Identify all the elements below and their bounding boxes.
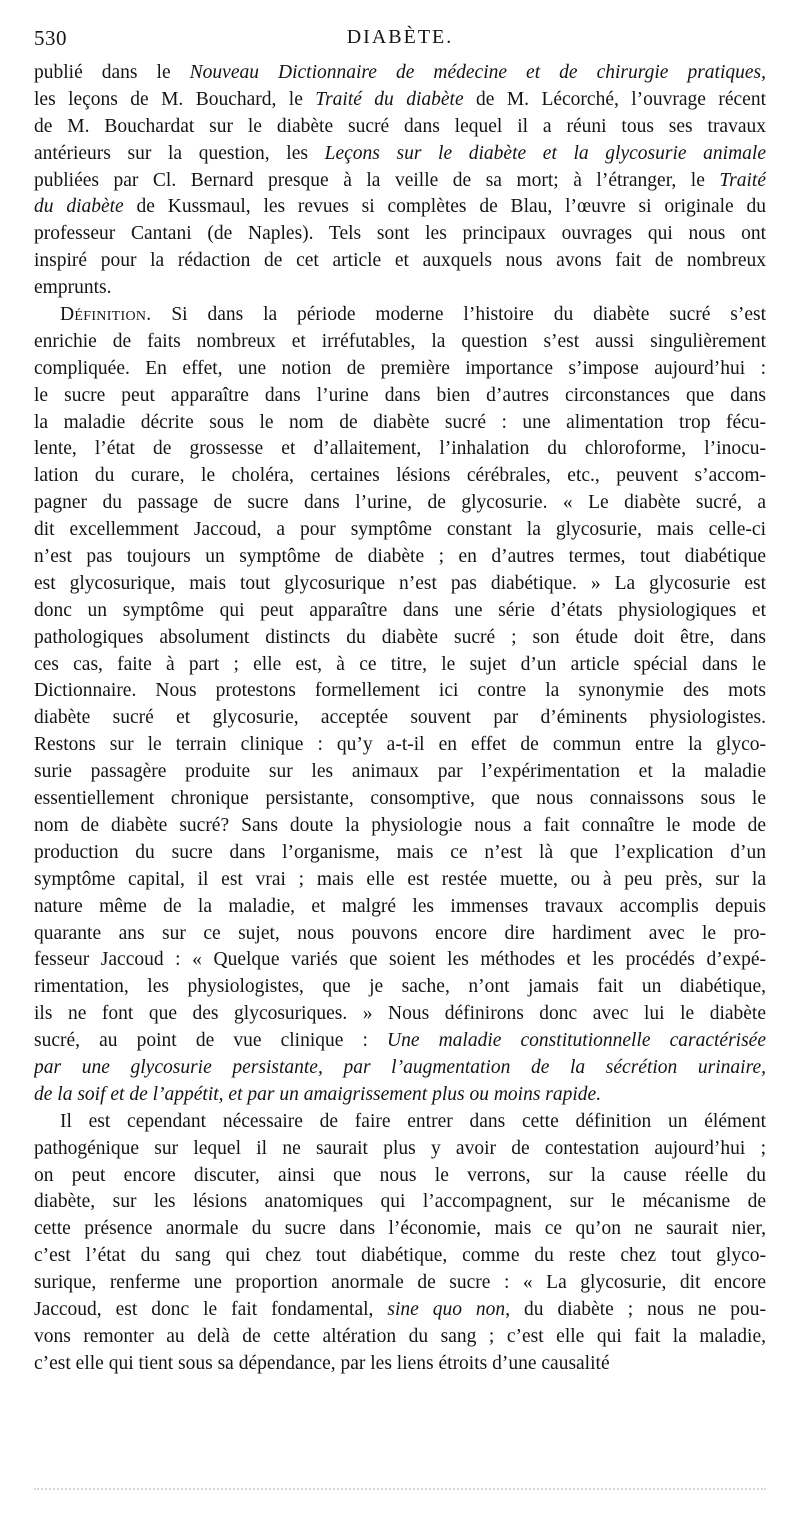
text-line [34, 678, 766, 705]
text-run: diabète, sur les lésions anatomiques qui l’accompagnent, sur le mécanisme de [34, 1191, 766, 1213]
text-run: la maladie décrite sous le nom de diabète sucré : une alimentation trop fécu- [34, 411, 766, 433]
text-run: lente, l’état de grossesse et d’allaitement, l’inhalation du chloroforme, l’inocu- [34, 438, 766, 460]
text-line [34, 1082, 766, 1109]
text-run: antérieurs sur la question, les [34, 142, 325, 164]
text-run: fesseur Jaccoud : « Quelque variés que soient les méthodes et les procédés d’expé- [34, 949, 766, 971]
text-line [34, 652, 766, 679]
text-run: de Kussmaul, les revues si complètes de Blau, l’œuvre si originale du [123, 196, 766, 218]
text-line [34, 1163, 766, 1190]
text-line [34, 141, 766, 168]
text-run: n’est pas toujours un symptôme de diabète ; en d’autres termes, tout diabétique [34, 546, 766, 568]
text-run: production du sucre dans l’organisme, mais ce n’est là que l’explication d’un [34, 841, 766, 863]
text-line [34, 194, 766, 221]
text-line [34, 168, 766, 195]
text-line [34, 840, 766, 867]
text-line [34, 974, 766, 1001]
text-line [34, 1243, 766, 1270]
page-header [34, 26, 766, 56]
text-run: les leçons de M. Bouchard, le [34, 88, 316, 110]
italic-run: Traité [719, 169, 766, 191]
text-line [34, 947, 766, 974]
text-line [34, 275, 766, 302]
text-run: rimentation, les physiologistes, que je sache, n’ont jamais fait un diabétique, [34, 976, 766, 998]
running-title: DIABÈTE. [346, 26, 454, 48]
text-line [34, 1351, 766, 1378]
text-run: quarante ans sur ce sujet, nous pouvons encore dire hardiment avec le pro- [34, 922, 766, 944]
body-text [34, 60, 766, 1378]
text-run: professeur Cantani (de Naples). Tels sont les principaux ouvrages qui nous ont [34, 223, 766, 245]
text-run: c’est l’état du sang qui chez tout diabétique, comme du reste chez tout glyco- [34, 1245, 766, 1267]
text-run: le sucre peut apparaître dans l’urine dans bien d’autres circonstances que dans [34, 384, 766, 406]
text-line [34, 356, 766, 383]
text-line [34, 625, 766, 652]
text-run: dit excellemment Jaccoud, a pour symptôme constant la glycosurie, mais celle-ci [34, 519, 766, 541]
text-run: emprunts. [34, 277, 112, 299]
text-run: Dictionnaire. Nous protestons formellement ici contre la synonymie des mots [34, 680, 766, 702]
text-run: symptôme capital, il est vrai ; mais elle est restée muette, ou à peu près, sur la [34, 868, 766, 890]
text-run: , [761, 62, 766, 83]
text-line [34, 786, 766, 813]
text-line [34, 490, 766, 517]
text-run: surie passagère produite sur les animaux par l’expérimentation et la maladie [34, 761, 766, 783]
text-run: vons remonter au delà de cette altération du sang ; c’est elle qui fait la maladie, [34, 1325, 766, 1347]
text-line [34, 813, 766, 840]
text-line [34, 114, 766, 141]
text-run: de M. Lécorché, l’ouvrage récent [463, 88, 766, 110]
text-line [34, 1001, 766, 1028]
italic-run: de la soif et de l’appétit, et par un amaigrissement plus ou moins rapide. [34, 1083, 602, 1105]
text-line [34, 1055, 766, 1082]
text-run: lation du curare, le choléra, certaines lésions cérébrales, etc., peuvent s’accom- [34, 465, 766, 487]
italic-run: sine quo non [387, 1298, 506, 1320]
italic-run: du diabète [34, 196, 124, 218]
text-run: diabète sucré et glycosurie, acceptée souvent par d’éminents physiologistes. [34, 707, 766, 729]
italic-run: par une glycosurie persistante, par l’augmentation de la sécrétion urinaire, [34, 1056, 766, 1078]
page-number: 530 [34, 26, 67, 50]
text-run: enrichie de faits nombreux et irréfutables, la question s’est aussi singulièrement [34, 330, 766, 352]
text-run: , du diabète ; nous ne pou- [505, 1298, 766, 1320]
text-line [34, 732, 766, 759]
italic-run: Une maladie constitutionnelle caractérisée [387, 1030, 766, 1052]
text-run: Jaccoud, est donc le fait fondamental, [34, 1298, 388, 1320]
text-run: Il est cependant nécessaire de faire entrer dans cette définition un élément [60, 1110, 766, 1132]
text-run: pagner du passage de sucre dans l’urine, de glycosurie. « Le diabète sucré, a [34, 492, 766, 514]
text-run: nature même de la maladie, et malgré les immenses travaux accomplis depuis [34, 895, 766, 917]
text-line [34, 1189, 766, 1216]
text-line [34, 1136, 766, 1163]
section-heading: Définition. [60, 304, 152, 326]
text-line [34, 1270, 766, 1297]
text-run: publié dans le [34, 62, 190, 83]
text-run: compliquée. En effet, une notion de première importance s’impose aujourd’hui : [34, 357, 766, 379]
italic-run: Traité du diabète [315, 88, 464, 110]
text-line [34, 463, 766, 490]
text-line [34, 1109, 766, 1136]
text-run: cette présence anormale du sucre dans l’économie, mais ce qu’on ne saurait nier, [34, 1218, 766, 1240]
text-line [34, 302, 766, 329]
text-run: Si dans la période moderne l’histoire du diabète sucré s’est [151, 304, 766, 326]
text-run: surique, renferme une proportion anormale de sucre : « La glycosurie, dit encore [34, 1272, 766, 1294]
text-run: est glycosurique, mais tout glycosurique n’est pas diabétique. » La glycosurie est [34, 572, 766, 594]
text-line [34, 759, 766, 786]
text-run: sucré, au point de vue clinique : [34, 1030, 388, 1052]
text-line [34, 87, 766, 114]
text-line [34, 248, 766, 275]
text-line [34, 867, 766, 894]
text-run: publiées par Cl. Bernard presque à la veille de sa mort; à l’étranger, le [34, 169, 720, 191]
text-line [34, 1324, 766, 1351]
text-line [34, 1297, 766, 1324]
text-line [34, 60, 766, 87]
italic-run: Nouveau Dictionnaire de médecine et de chirurgie pratiques [189, 62, 762, 83]
text-run: donc un symptôme qui peut apparaître dans une série d’états physiologiques et [34, 599, 766, 621]
text-run: on peut encore discuter, ainsi que nous le verrons, sur la cause réelle du [34, 1164, 766, 1186]
text-run: ces cas, faite à part ; elle est, à ce titre, le sujet d’un article spécial dans le [34, 653, 766, 675]
text-line [34, 436, 766, 463]
text-line [34, 921, 766, 948]
text-line [34, 1216, 766, 1243]
text-line [34, 705, 766, 732]
text-run: c’est elle qui tient sous sa dépendance, par les liens étroits d’une causalité [34, 1352, 610, 1374]
text-line [34, 894, 766, 921]
text-run: Restons sur le terrain clinique : qu’y a-t-il en effet de commun entre la glyco- [34, 734, 766, 756]
text-line [34, 329, 766, 356]
text-run: pathogénique sur lequel il ne saurait plus y avoir de contestation aujourd’hui ; [34, 1137, 766, 1159]
text-line [34, 571, 766, 598]
text-line [34, 410, 766, 437]
text-run: de M. Bouchardat sur le diabète sucré dans lequel il a réuni tous ses travaux [34, 115, 766, 137]
text-run: essentiellement chronique persistante, consomptive, que nous connaissons sous le [34, 788, 766, 810]
text-line [34, 1028, 766, 1055]
text-line [34, 383, 766, 410]
text-run: inspiré pour la rédaction de cet article et auxquels nous avons fait de nombreux [34, 250, 766, 272]
text-run: nom de diabète sucré? Sans doute la physiologie nous a fait connaître le mode de [34, 814, 766, 836]
text-line [34, 544, 766, 571]
text-line [34, 221, 766, 248]
scan-artifact-dots [34, 1488, 766, 1500]
text-line [34, 517, 766, 544]
text-run: ils ne font que des glycosuriques. » Nous définirons donc avec lui le diabète [34, 1003, 766, 1025]
italic-run: Leçons sur le diabète et la glycosurie animale [324, 142, 766, 164]
text-run: pathologiques absolument distincts du diabète sucré ; son étude doit être, dans [34, 626, 766, 648]
text-line [34, 598, 766, 625]
